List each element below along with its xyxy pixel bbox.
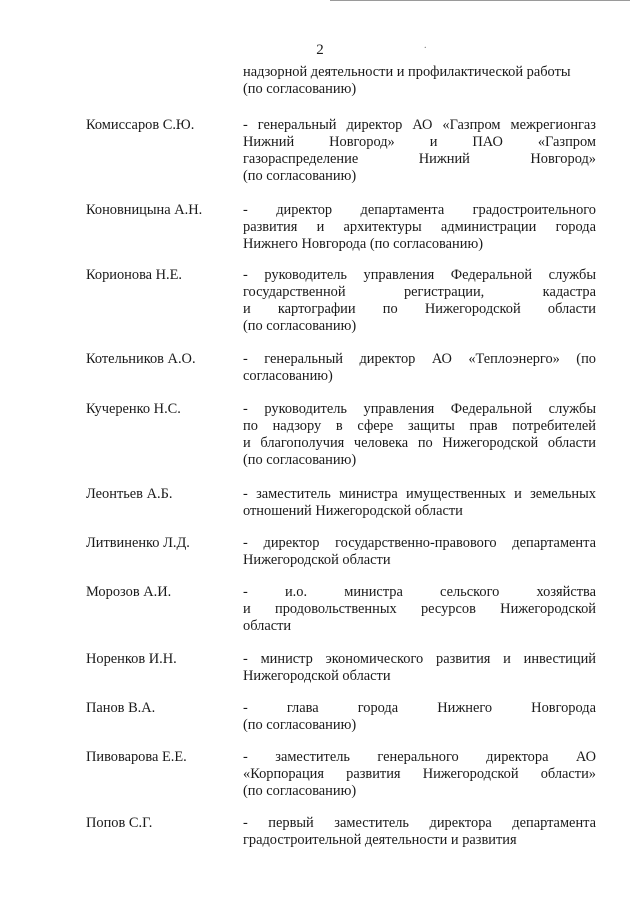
role-line: и продовольственных ресурсов Нижегородской bbox=[243, 601, 596, 617]
role-line: - заместитель министра имущественных и земельных bbox=[243, 486, 596, 502]
role-line: (по согласованию) bbox=[243, 783, 357, 799]
role-line: Нижнего Новгорода (по согласованию) bbox=[243, 236, 483, 252]
role-line: - генеральный директор АО «Газпром межрегионгаз bbox=[243, 117, 596, 133]
member-role bbox=[243, 351, 596, 385]
continuation-text bbox=[243, 64, 596, 98]
member-role bbox=[243, 486, 596, 520]
member-role bbox=[243, 700, 596, 734]
role-line: - руководитель управления Федеральной службы bbox=[243, 401, 596, 417]
role-line: - министр экономического развития и инвестиций bbox=[243, 651, 596, 667]
top-rule bbox=[330, 0, 630, 1]
stray-mark: . bbox=[424, 40, 427, 51]
role-line: и благополучия человека по Нижегородской области bbox=[243, 435, 596, 451]
role-line: - директор государственно-правового департамента bbox=[243, 535, 596, 551]
member-name: Котельников А.О. bbox=[86, 351, 196, 367]
role-line: Нижегородской области bbox=[243, 668, 391, 684]
member-role bbox=[243, 815, 596, 849]
member-role bbox=[243, 401, 596, 469]
role-line: области bbox=[243, 618, 292, 634]
member-role bbox=[243, 651, 596, 685]
continuation-line: надзорной деятельности и профилактической работы bbox=[243, 64, 571, 80]
member-name: Коновницына А.Н. bbox=[86, 202, 203, 218]
member-name: Попов С.Г. bbox=[86, 815, 153, 831]
role-line: (по согласованию) bbox=[243, 717, 357, 733]
role-line: государственной регистрации, кадастра bbox=[243, 284, 596, 300]
member-name: Литвиненко Л.Д. bbox=[86, 535, 190, 551]
role-line: отношений Нижегородской области bbox=[243, 503, 463, 519]
member-name: Корионова Н.Е. bbox=[86, 267, 183, 283]
role-line: - глава города Нижнего Новгорода bbox=[243, 700, 596, 716]
role-line: и картографии по Нижегородской области bbox=[243, 301, 596, 317]
role-line: градостроительной деятельности и развития bbox=[243, 832, 517, 848]
member-name: Комиссаров С.Ю. bbox=[86, 117, 195, 133]
role-line: - и.о. министра сельского хозяйства bbox=[243, 584, 596, 600]
role-line: (по согласованию) bbox=[243, 452, 357, 468]
member-role bbox=[243, 267, 596, 335]
role-line: Нижегородской области bbox=[243, 552, 391, 568]
member-role bbox=[243, 584, 596, 635]
role-line: (по согласованию) bbox=[243, 318, 357, 334]
continuation-line: (по согласованию) bbox=[243, 81, 357, 97]
member-name: Кучеренко Н.С. bbox=[86, 401, 181, 417]
role-line: - генеральный директор АО «Теплоэнерго» (по bbox=[243, 351, 596, 367]
member-name: Морозов А.И. bbox=[86, 584, 172, 600]
role-line: «Корпорация развития Нижегородской области» bbox=[243, 766, 596, 782]
role-line: - руководитель управления Федеральной службы bbox=[243, 267, 596, 283]
role-line: Нижний Новгород» и ПАО «Газпром bbox=[243, 134, 596, 150]
role-line: - первый заместитель директора департамента bbox=[243, 815, 596, 831]
role-line: - заместитель генерального директора АО bbox=[243, 749, 596, 765]
member-role bbox=[243, 202, 596, 253]
member-name: Панов В.А. bbox=[86, 700, 156, 716]
page-number: 2 bbox=[316, 42, 324, 58]
member-role bbox=[243, 117, 596, 185]
role-line: согласованию) bbox=[243, 368, 333, 384]
role-line: по надзору в сфере защиты прав потребителей bbox=[243, 418, 596, 434]
member-role bbox=[243, 535, 596, 569]
role-line: - директор департамента градостроительного bbox=[243, 202, 596, 218]
member-role bbox=[243, 749, 596, 800]
role-line: (по согласованию) bbox=[243, 168, 357, 184]
member-name: Норенков И.Н. bbox=[86, 651, 177, 667]
member-name: Леонтьев А.Б. bbox=[86, 486, 173, 502]
role-line: газораспределение Нижний Новгород» bbox=[243, 151, 596, 167]
member-name: Пивоварова Е.Е. bbox=[86, 749, 187, 765]
role-line: развития и архитектуры администрации города bbox=[243, 219, 596, 235]
